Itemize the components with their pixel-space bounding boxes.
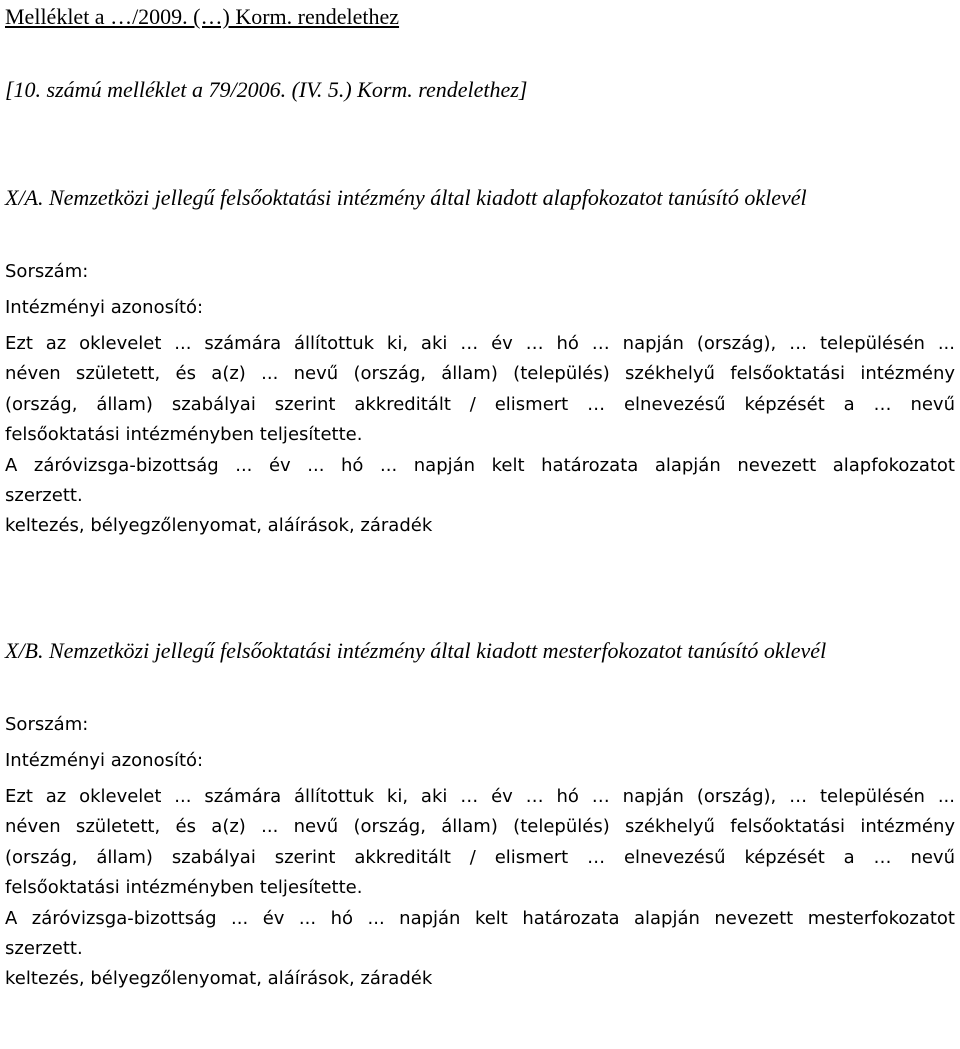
exam-line: szerzett.	[5, 938, 83, 960]
exam-statement	[5, 451, 955, 512]
body-line: felsőoktatási intézményben teljesítette.	[5, 877, 363, 899]
exam-statement	[5, 904, 955, 965]
document-page	[5, 0, 955, 990]
serial-number-label: Sorszám:	[5, 714, 89, 735]
reference-heading: [10. számú melléklet a 79/2006. (IV. 5.) Korm. rendelethez]	[5, 77, 528, 102]
body-line: Ezt az oklevelet ... számára állítottuk ki, aki … év … hó … napján (ország), … településén ...	[5, 333, 955, 354]
body-line: néven született, és a(z) ... nevű (ország, állam) (település) székhelyű felsőoktatási intézmény	[5, 816, 955, 838]
serial-number-label: Sorszám:	[5, 261, 89, 282]
section-master	[5, 636, 955, 994]
section-title: X/A. Nemzetközi jellegű felsőoktatási intézmény által kiadott alapfokozatot tanúsító oklevél	[5, 185, 807, 210]
body-line: néven született, és a(z) ... nevű (ország, állam) (település) székhelyű felsőoktatási intézmény	[5, 363, 955, 385]
closing-line: keltezés, bélyegzőlenyomat, aláírások, záradék	[5, 968, 433, 990]
certificate-body	[5, 329, 955, 451]
section-title: X/B. Nemzetközi jellegű felsőoktatási intézmény által kiadott mesterfokozatot tanúsító oklevél	[5, 638, 827, 663]
body-line: felsőoktatási intézményben teljesítette.	[5, 424, 363, 446]
certificate-body	[5, 782, 955, 904]
section-bachelor	[5, 183, 955, 541]
body-line: (ország, állam) szabályai szerint akkreditált / elismert … elnevezésű képzését a … nevű	[5, 393, 955, 415]
annex-heading: Melléklet a …/2009. (…) Korm. rendelethez	[5, 4, 400, 29]
body-line: Ezt az oklevelet ... számára állítottuk ki, aki … év … hó … napján (ország), … településén ...	[5, 786, 955, 807]
exam-line: A záróvizsga-bizottság ... év ... hó ... napján kelt határozata alapján nevezett alapfokozatot	[5, 454, 955, 476]
body-line: (ország, állam) szabályai szerint akkreditált / elismert … elnevezésű képzését a … nevű	[5, 846, 955, 868]
institution-id-label: Intézményi azonosító:	[5, 297, 204, 318]
exam-line: szerzett.	[5, 485, 83, 507]
exam-line: A záróvizsga-bizottság ... év ... hó ... napján kelt határozata alapján nevezett mesterfokozatot	[5, 907, 955, 929]
closing-line: keltezés, bélyegzőlenyomat, aláírások, záradék	[5, 515, 433, 537]
institution-id-label: Intézményi azonosító:	[5, 750, 204, 771]
